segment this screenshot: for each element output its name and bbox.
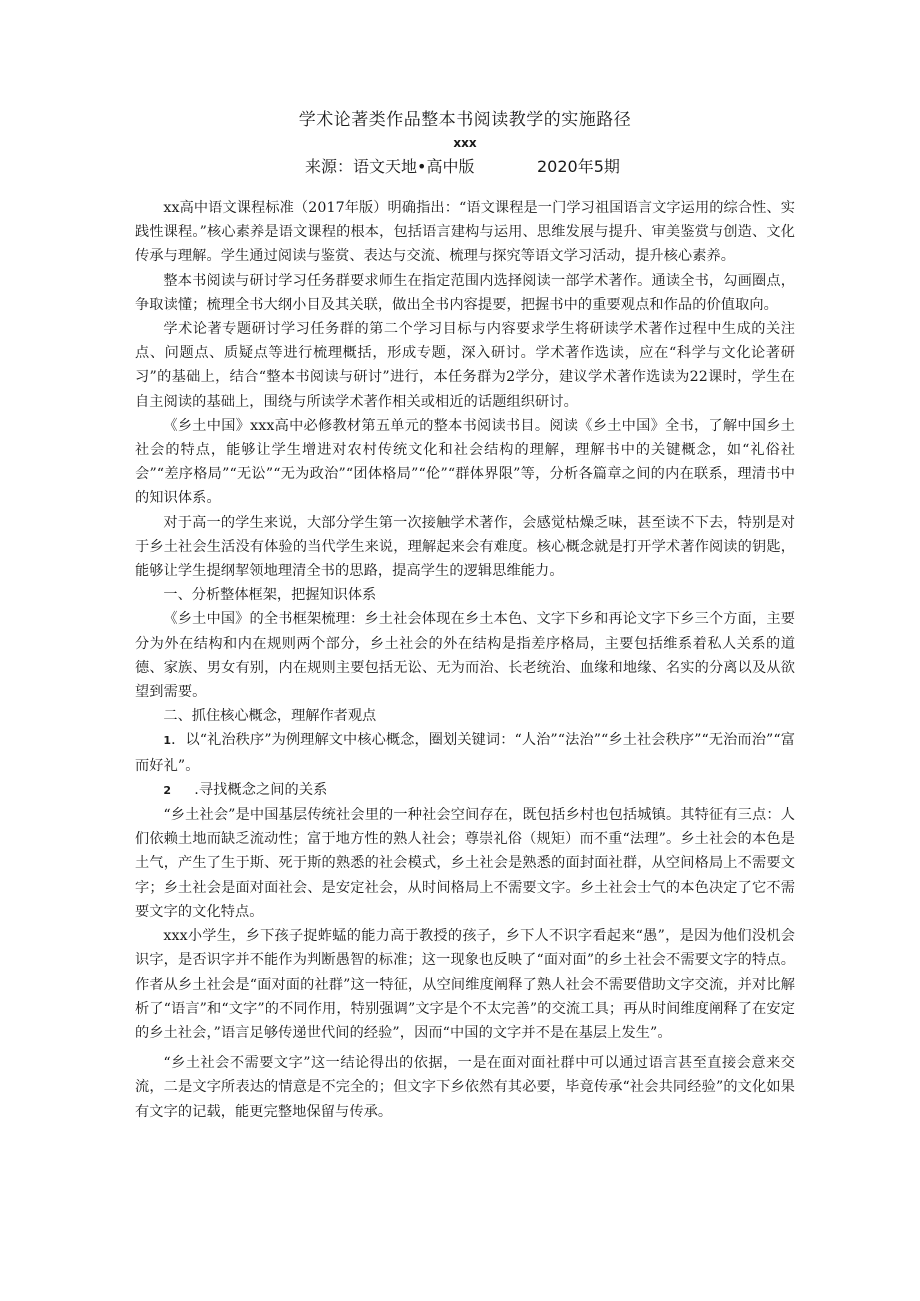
source-label: 来源：语文天地•高中版 [305, 157, 475, 176]
list-item-2 [135, 778, 795, 803]
paragraph-conclusion: “乡土社会不需要文字”这一结论得出的依据，一是在面对面社群中可以通过语言甚至直接会意来交流，二是文字所表达的情意是不完全的；但文字下乡依然有其必要，毕竟传承“社会共同经验”的文化如果有文字的记载，能更完整地保留与传承。 [135, 1055, 795, 1120]
paragraph-student-example: xxx小学生，乡下孩子捉蚱蜢的能力高于教授的孩子，乡下人不识字看起来“愚”，是因为他们没机会识字，是否识字并不能作为判断愚智的标准；这一现象也反映了“面对面”的乡土社会不需要文字的特点。作者从乡土社会是“面对面的社群”这一特征，从空间维度阐释了熟人社会不需要借助文字交流，并对比解析了“语言”和“文字”的不同作用，特别强调”文字是个不太完善”的交流工具；再从时间维度阐释了在安定的乡土社会，”语言足够传递世代间的经验”，因而“中国的文字并不是在基层上发生”。 [135, 928, 795, 1041]
paragraph-framework: 《乡土中国》的全书框架梳理：乡土社会体现在乡土本色、文字下乡和再论文字下乡三个方面，主要分为外在结构和内在规则两个部分，乡土社会的外在结构是指差序格局，主要包括维系着私人关系的道德、家族、男女有别，内在规则主要包括无讼、无为而治、长老统治、血缘和地缘、名实的分离以及从欲望到需要。 [135, 611, 795, 701]
section-heading-2: 二、抓住核心概念，理解作者观点 [163, 708, 377, 725]
document-author: xxx [453, 136, 477, 150]
paragraph-xiangtu: 《乡土中国》xxx高中必修教材第五单元的整本书阅读书目。阅读《乡土中国》全书，了解中国乡土社会的特点，能够让学生增进对农村传统文化和社会结构的理解，理解书中的关键概念，如“礼俗社会”“差序格局”“无讼”“无为政治”“团体格局”“伦”“群体界限”等，分析各篇章之间的内在联系，理清书中的知识体系。 [135, 417, 795, 507]
document-source [135, 154, 795, 180]
document-title: 学术论著类作品整本书阅读教学的实施路径 [298, 110, 632, 130]
list-item-1-number: 1 [163, 734, 172, 748]
list-item-2-number: 2 [163, 783, 172, 797]
paragraph-students: 对于高一的学生来说，大部分学生第一次接触学术著作，会感觉枯燥乏味，甚至读不下去，特别是对于乡土社会生活没有体验的当代学生来说，理解起来会有难度。核心概念就是打开学术著作阅读的钥匙，能够让学生提纲挈领地理清全书的思路，提高学生的逻辑思维能力。 [135, 514, 795, 580]
paragraph-curriculum: xx高中语文课程标准（2017年版）明确指出：“语文课程是一门学习祖国语言文字运用的综合性、实践性课程。”核心素养是语文课程的根本，包括语言建构与运用、思维发展与提升、审美鉴赏与创造、文化传承与理解。学生通过阅读与鉴赏、表达与交流、梳理与探究等语文学习活动，提升核心素养。 [135, 200, 795, 265]
paragraph-whole-book: 整本书阅读与研讨学习任务群要求师生在指定范围内选择阅读一部学术著作。通读全书，勾画圈点，争取读懂；梳理全书大纲小目及其关联，做出全书内容提要，把握书中的重要观点和作品的价值取向。 [135, 272, 795, 313]
paragraph-concept: “乡土社会”是中国基层传统社会里的一种社会空间存在，既包括乡村也包括城镇。其特征有三点：人们依赖土地而缺乏流动性；富于地方性的熟人社会；尊崇礼俗（规矩）而不重“法理”。乡土社会的本色是土气，产生了生于斯、死于斯的熟悉的社会模式，乡土社会是熟悉的面封面社群，从空间格局上不需要文字；乡土社会是面对面社会、是安定社会，从时间格局上不需要文字。乡土社会士气的本色决定了它不需要文字的文化特点。 [135, 807, 795, 920]
section-heading-1: 一、分析整体框架，把握知识体系 [163, 587, 377, 604]
paragraph-seminar: 学术论著专题研讨学习任务群的第二个学习目标与内容要求学生将研读学术著作过程中生成的关注点、问题点、质疑点等进行梳理概括，形成专题，深入研讨。学术著作选读，应在“科学与文化论著研习”的基础上，结合“整本书阅读与研讨”进行，本任务群为2学分，建议学术著作选读为22课时，学生在自主阅读的基础上，围绕与所读学术著作相关或相近的话题组织研讨。 [135, 321, 795, 410]
source-issue: 2020年5期 [537, 157, 620, 176]
list-item-2-text: .寻找概念之间的关系 [194, 781, 328, 798]
list-item-1 [135, 728, 795, 777]
document-page [135, 108, 795, 1124]
list-item-1-text: ．以“礼治秩序”为例理解文中核心概念，圈划关键词：“人治”“法治”“乡土社会秩序”“无治而治”“富而好礼”。 [135, 732, 795, 774]
